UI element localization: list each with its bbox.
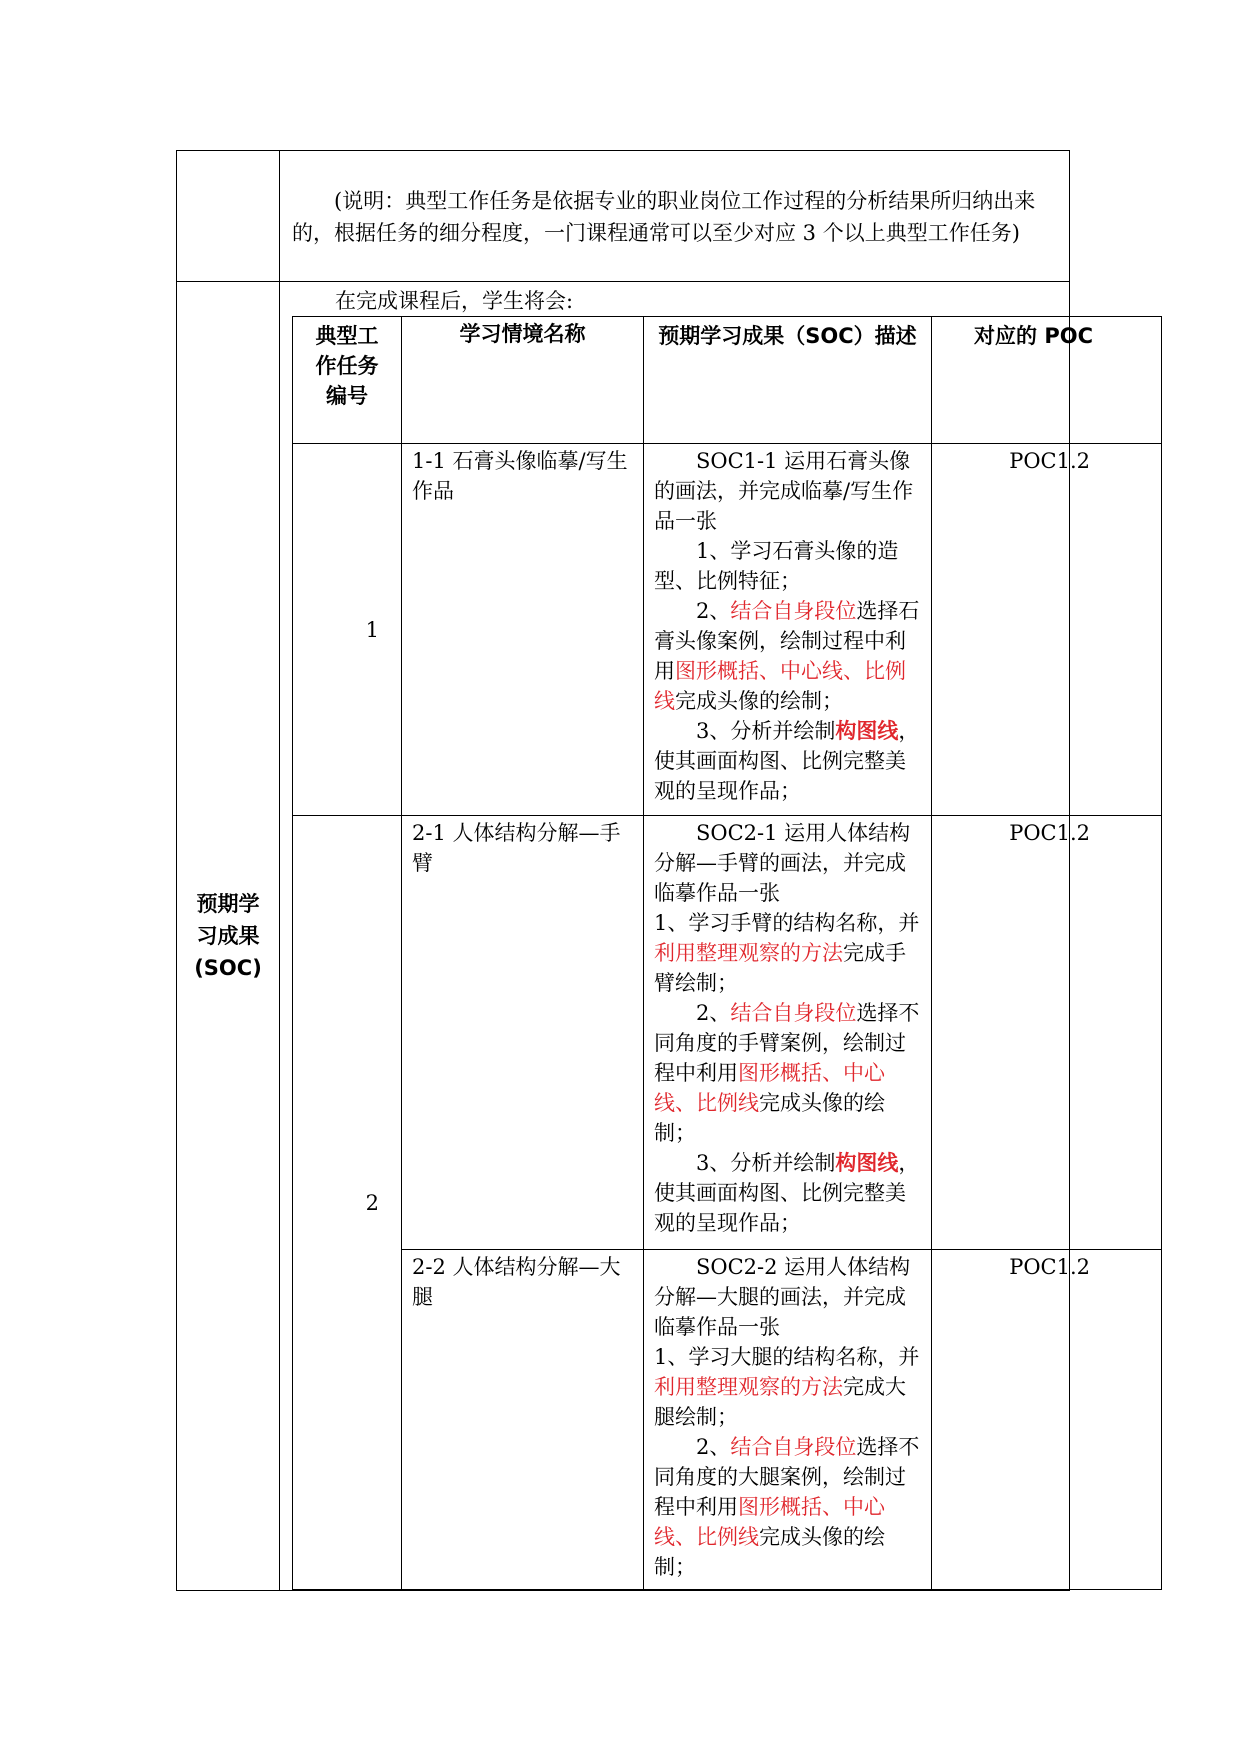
soc-header-row	[293, 317, 1162, 444]
item-prefix: 1、学习大腿的结构名称，并	[654, 1345, 920, 1369]
soc-label-line2: 习成果	[196, 924, 260, 948]
header-soc-desc-text: 预期学习成果（SOC）描述	[658, 324, 917, 348]
table-row	[293, 1250, 1162, 1590]
course-outline-table	[176, 150, 1093, 1591]
highlight-text: 图形概括、中心线、比例线	[654, 1061, 885, 1115]
task-number: 1	[293, 444, 402, 816]
item-text: 选择不同角度的手臂案例，绘制过程中利用	[654, 1001, 920, 1085]
header-soc-desc	[644, 317, 932, 444]
soc-title: SOC2-2 运用人体结构分解—大腿的画法，并完成临摹作品一张	[654, 1255, 911, 1339]
item-prefix: 2、	[696, 1001, 731, 1025]
poc-ref	[932, 816, 1162, 1250]
table-row	[293, 816, 1162, 1250]
soc-title: SOC2-1 运用人体结构分解—手臂的画法，并完成临摹作品一张	[654, 821, 911, 905]
highlight-text: 结合自身段位	[730, 599, 857, 623]
table-row	[293, 444, 1162, 816]
soc-description	[644, 816, 932, 1250]
item-prefix: 1、学习手臂的结构名称，并	[654, 911, 920, 935]
item-text: ，使其画面构图、比例完整美观的呈现作品；	[654, 719, 920, 803]
soc-item-3	[654, 716, 921, 806]
header-situation-text: 学习情境名称	[459, 322, 586, 346]
header-poc-text: 对应的 POC	[974, 324, 1093, 348]
highlight-text: 图形概括、中心线、比例线	[654, 659, 906, 713]
item-text: 完成手臂绘制；	[654, 941, 906, 995]
item-prefix: 3、分析并绘制	[696, 1151, 836, 1175]
item-text: 选择石膏头像案例，绘制过程中利用	[654, 599, 920, 683]
soc-item-1: 1、学习石膏头像的造型、比例特征；	[654, 539, 899, 593]
header-task-no-text: 典型工作任务编号	[315, 324, 379, 408]
soc-item-2	[654, 596, 921, 716]
item-prefix: 3、分析并绘制	[696, 719, 836, 743]
soc-item-3	[654, 1148, 921, 1238]
note-left-cell	[177, 151, 280, 282]
soc-label-line3: (SOC)	[194, 956, 262, 980]
poc-ref	[932, 1250, 1162, 1590]
note-row	[177, 151, 1070, 282]
situation-name: 2-1 人体结构分解—手臂	[402, 816, 644, 1250]
item-text: 选择不同角度的大腿案例，绘制过程中利用	[654, 1435, 920, 1519]
soc-content-cell	[280, 282, 1093, 1591]
note-cell	[280, 151, 1070, 282]
item-text: 完成大腿绘制；	[654, 1375, 906, 1429]
item-text: ，使其画面构图、比例完整美观的呈现作品；	[654, 1151, 920, 1235]
header-poc	[932, 317, 1162, 444]
poc-text: POC1.2	[1009, 821, 1090, 845]
soc-section-label	[177, 282, 280, 1591]
item-text: 完成头像的绘制；	[654, 1091, 885, 1145]
item-prefix: 2、	[696, 599, 731, 623]
item-text: 完成头像的绘制；	[654, 1525, 885, 1579]
poc-text: POC1.2	[1009, 1255, 1090, 1279]
soc-item-2	[654, 1432, 921, 1582]
soc-item-1	[654, 908, 921, 998]
soc-table	[292, 316, 1162, 1590]
soc-description	[644, 444, 932, 816]
poc-ref	[932, 444, 1162, 816]
poc-text: POC1.2	[1009, 449, 1090, 473]
header-task-no	[293, 317, 402, 444]
highlight-text: 图形概括、中心线、比例线	[654, 1495, 885, 1549]
task-number: 2	[293, 816, 402, 1590]
highlight-text: 结合自身段位	[730, 1001, 857, 1025]
situation-name: 2-2 人体结构分解—大腿	[402, 1250, 644, 1590]
soc-description	[644, 1250, 932, 1590]
soc-label-line1: 预期学	[196, 892, 260, 916]
item-text: 完成头像的绘制；	[675, 689, 843, 713]
highlight-text: 结合自身段位	[730, 1435, 857, 1459]
header-situation	[402, 317, 644, 444]
highlight-text: 利用整理观察的方法	[654, 1375, 843, 1399]
task-note-text: (说明：典型工作任务是依据专业的职业岗位工作过程的分析结果所归纳出来的，根据任务的细分程度，一门课程通常可以至少对应 3 个以上典型工作任务)	[292, 189, 1036, 245]
item-prefix: 2、	[696, 1435, 731, 1459]
bold-highlight-text: 构图线	[835, 1151, 899, 1175]
bold-highlight-text: 构图线	[835, 719, 899, 743]
soc-item-1	[654, 1342, 921, 1432]
soc-title: SOC1-1 运用石膏头像的画法，并完成临摹/写生作品一张	[654, 449, 914, 533]
highlight-text: 利用整理观察的方法	[654, 941, 843, 965]
soc-intro-text: 在完成课程后，学生将会:	[335, 289, 574, 313]
soc-row	[177, 282, 1070, 1591]
soc-item-2	[654, 998, 921, 1148]
situation-name: 1-1 石膏头像临摹/写生作品	[402, 444, 644, 816]
